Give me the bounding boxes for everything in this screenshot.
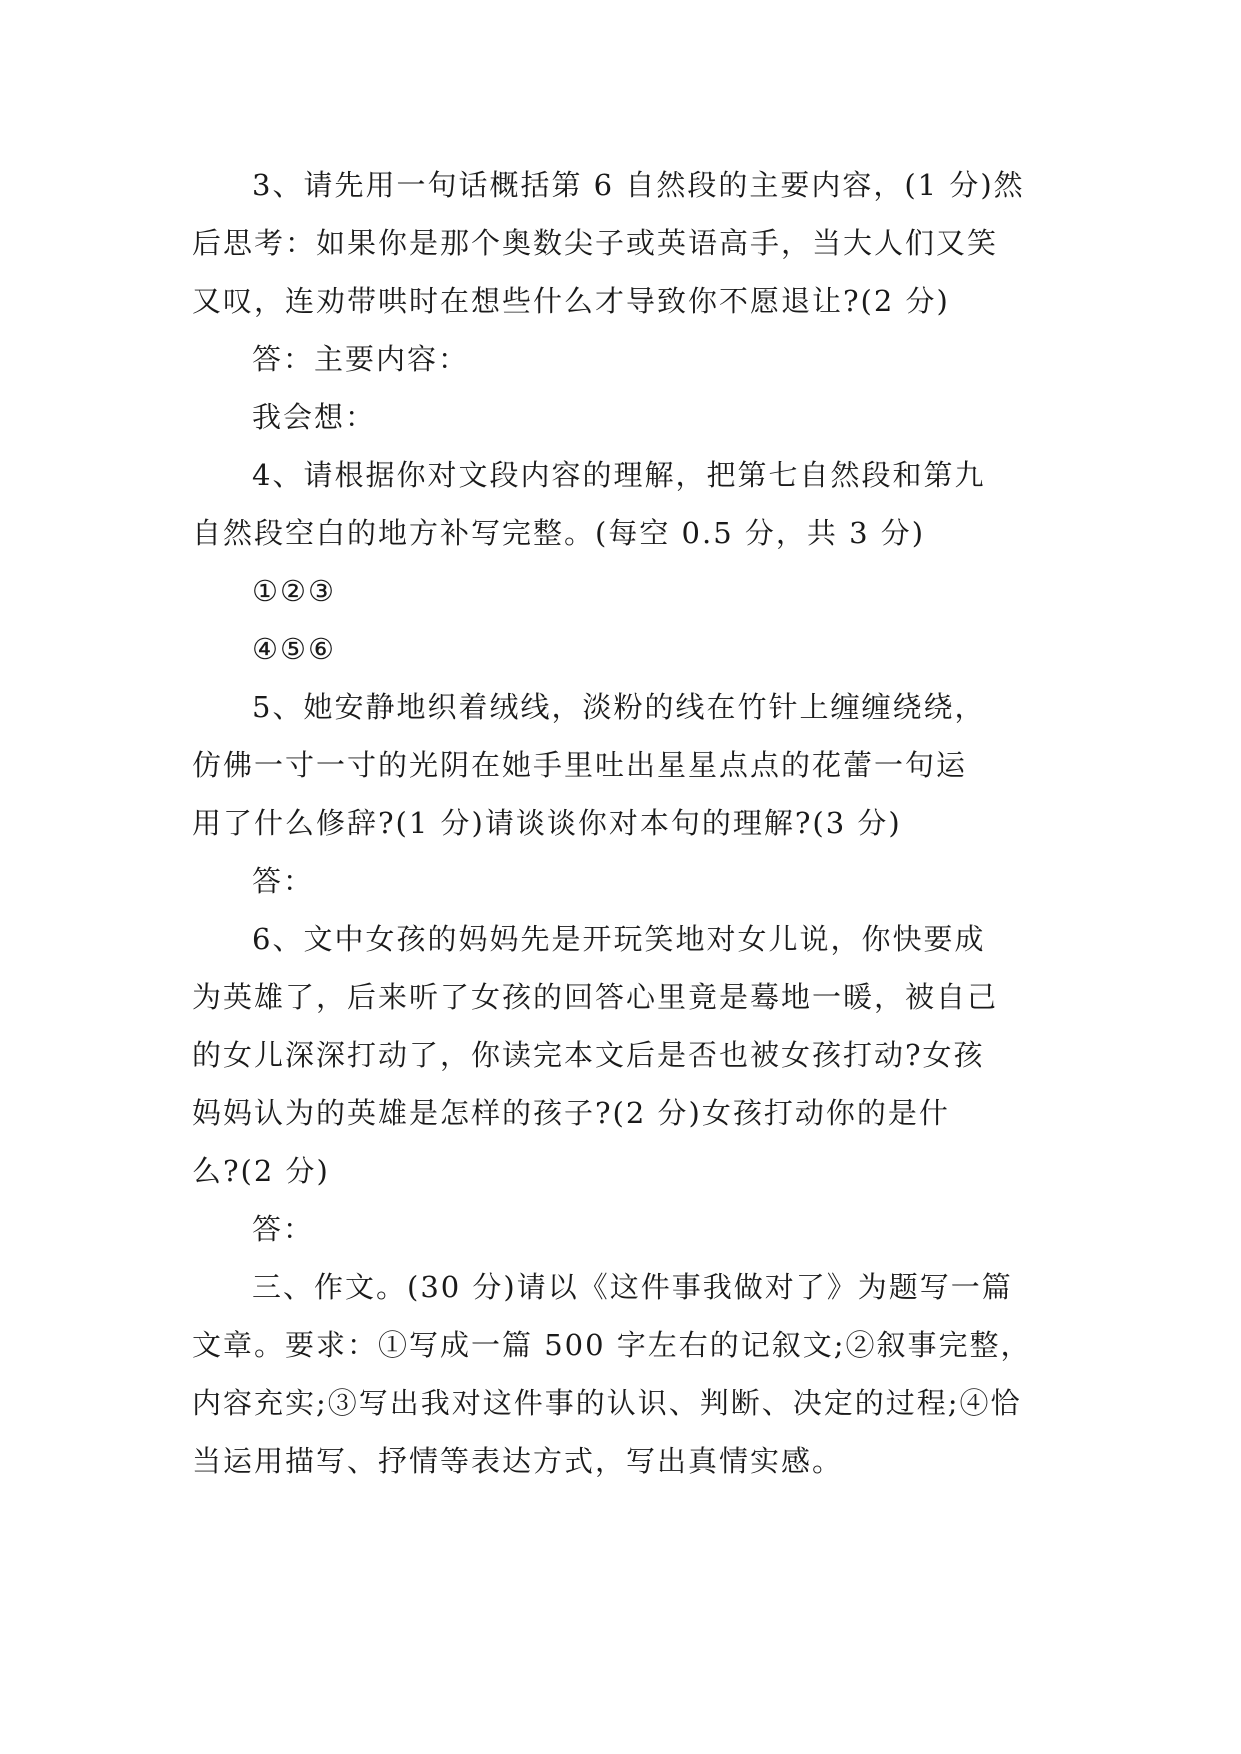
question-4: [192, 446, 1062, 504]
text-line: 三、作文。(30 分)请以《这件事我做对了》为题写一篇: [252, 1270, 1013, 1304]
answer-label-6: [192, 1200, 1062, 1258]
answer-main-content-label: [192, 330, 1062, 388]
question-3-cont: [192, 214, 1062, 330]
text-line: ④⑤⑥: [252, 632, 336, 666]
question-6-cont: [192, 968, 1062, 1200]
blanks-row-1: [192, 562, 1062, 620]
answer-i-think-label: [192, 388, 1062, 446]
text-line: 5、她安静地织着绒线，淡粉的线在竹针上缠缠绕绕，: [252, 690, 986, 724]
text-line: 用了什么修辞?(1 分)请谈谈你对本句的理解?(3 分): [192, 806, 902, 840]
text-line: 文章。要求：①写成一篇 500 字左右的记叙文;②叙事完整，: [192, 1328, 1032, 1362]
essay-prompt-cont: [192, 1316, 1062, 1490]
answer-label-5: [192, 852, 1062, 910]
text-line: 6、文中女孩的妈妈先是开玩笑地对女儿说，你快要成: [252, 922, 986, 956]
text-line: 3、请先用一句话概括第 6 自然段的主要内容，(1 分)然: [252, 168, 1025, 202]
question-5: [192, 678, 1062, 736]
text-line: 又叹，连劝带哄时在想些什么才导致你不愿退让?(2 分): [192, 284, 950, 318]
text-line: 内容充实;③写出我对这件事的认识、判断、决定的过程;④恰: [192, 1386, 1022, 1420]
text-line: 后思考：如果你是那个奥数尖子或英语高手，当大人们又笑: [192, 226, 999, 260]
question-3: [192, 156, 1062, 214]
text-line: 自然段空白的地方补写完整。(每空 0.5 分，共 3 分): [192, 516, 926, 550]
question-6: [192, 910, 1062, 968]
text-line: 当运用描写、抒情等表达方式，写出真情实感。: [192, 1444, 844, 1478]
text-line: 的女儿深深打动了，你读完本文后是否也被女孩打动?女孩: [192, 1038, 985, 1072]
text-line: 我会想：: [252, 400, 377, 434]
text-line: 为英雄了，后来听了女孩的回答心里竟是蓦地一暖，被自己: [192, 980, 999, 1014]
question-5-cont: [192, 736, 1062, 852]
text-line: ①②③: [252, 574, 336, 608]
text-line: 答：: [252, 864, 315, 898]
text-line: 答：: [252, 1212, 315, 1246]
question-4-cont: [192, 504, 1062, 562]
text-line: 仿佛一寸一寸的光阴在她手里吐出星星点点的花蕾一句运: [192, 748, 968, 782]
text-line: 妈妈认为的英雄是怎样的孩子?(2 分)女孩打动你的是什: [192, 1096, 950, 1130]
text-line: 答：主要内容：: [252, 342, 470, 376]
document-body: [192, 156, 1062, 1490]
essay-prompt: [192, 1258, 1062, 1316]
text-line: 4、请根据你对文段内容的理解，把第七自然段和第九: [252, 458, 986, 492]
text-line: 么?(2 分): [192, 1154, 330, 1188]
blanks-row-2: [192, 620, 1062, 678]
